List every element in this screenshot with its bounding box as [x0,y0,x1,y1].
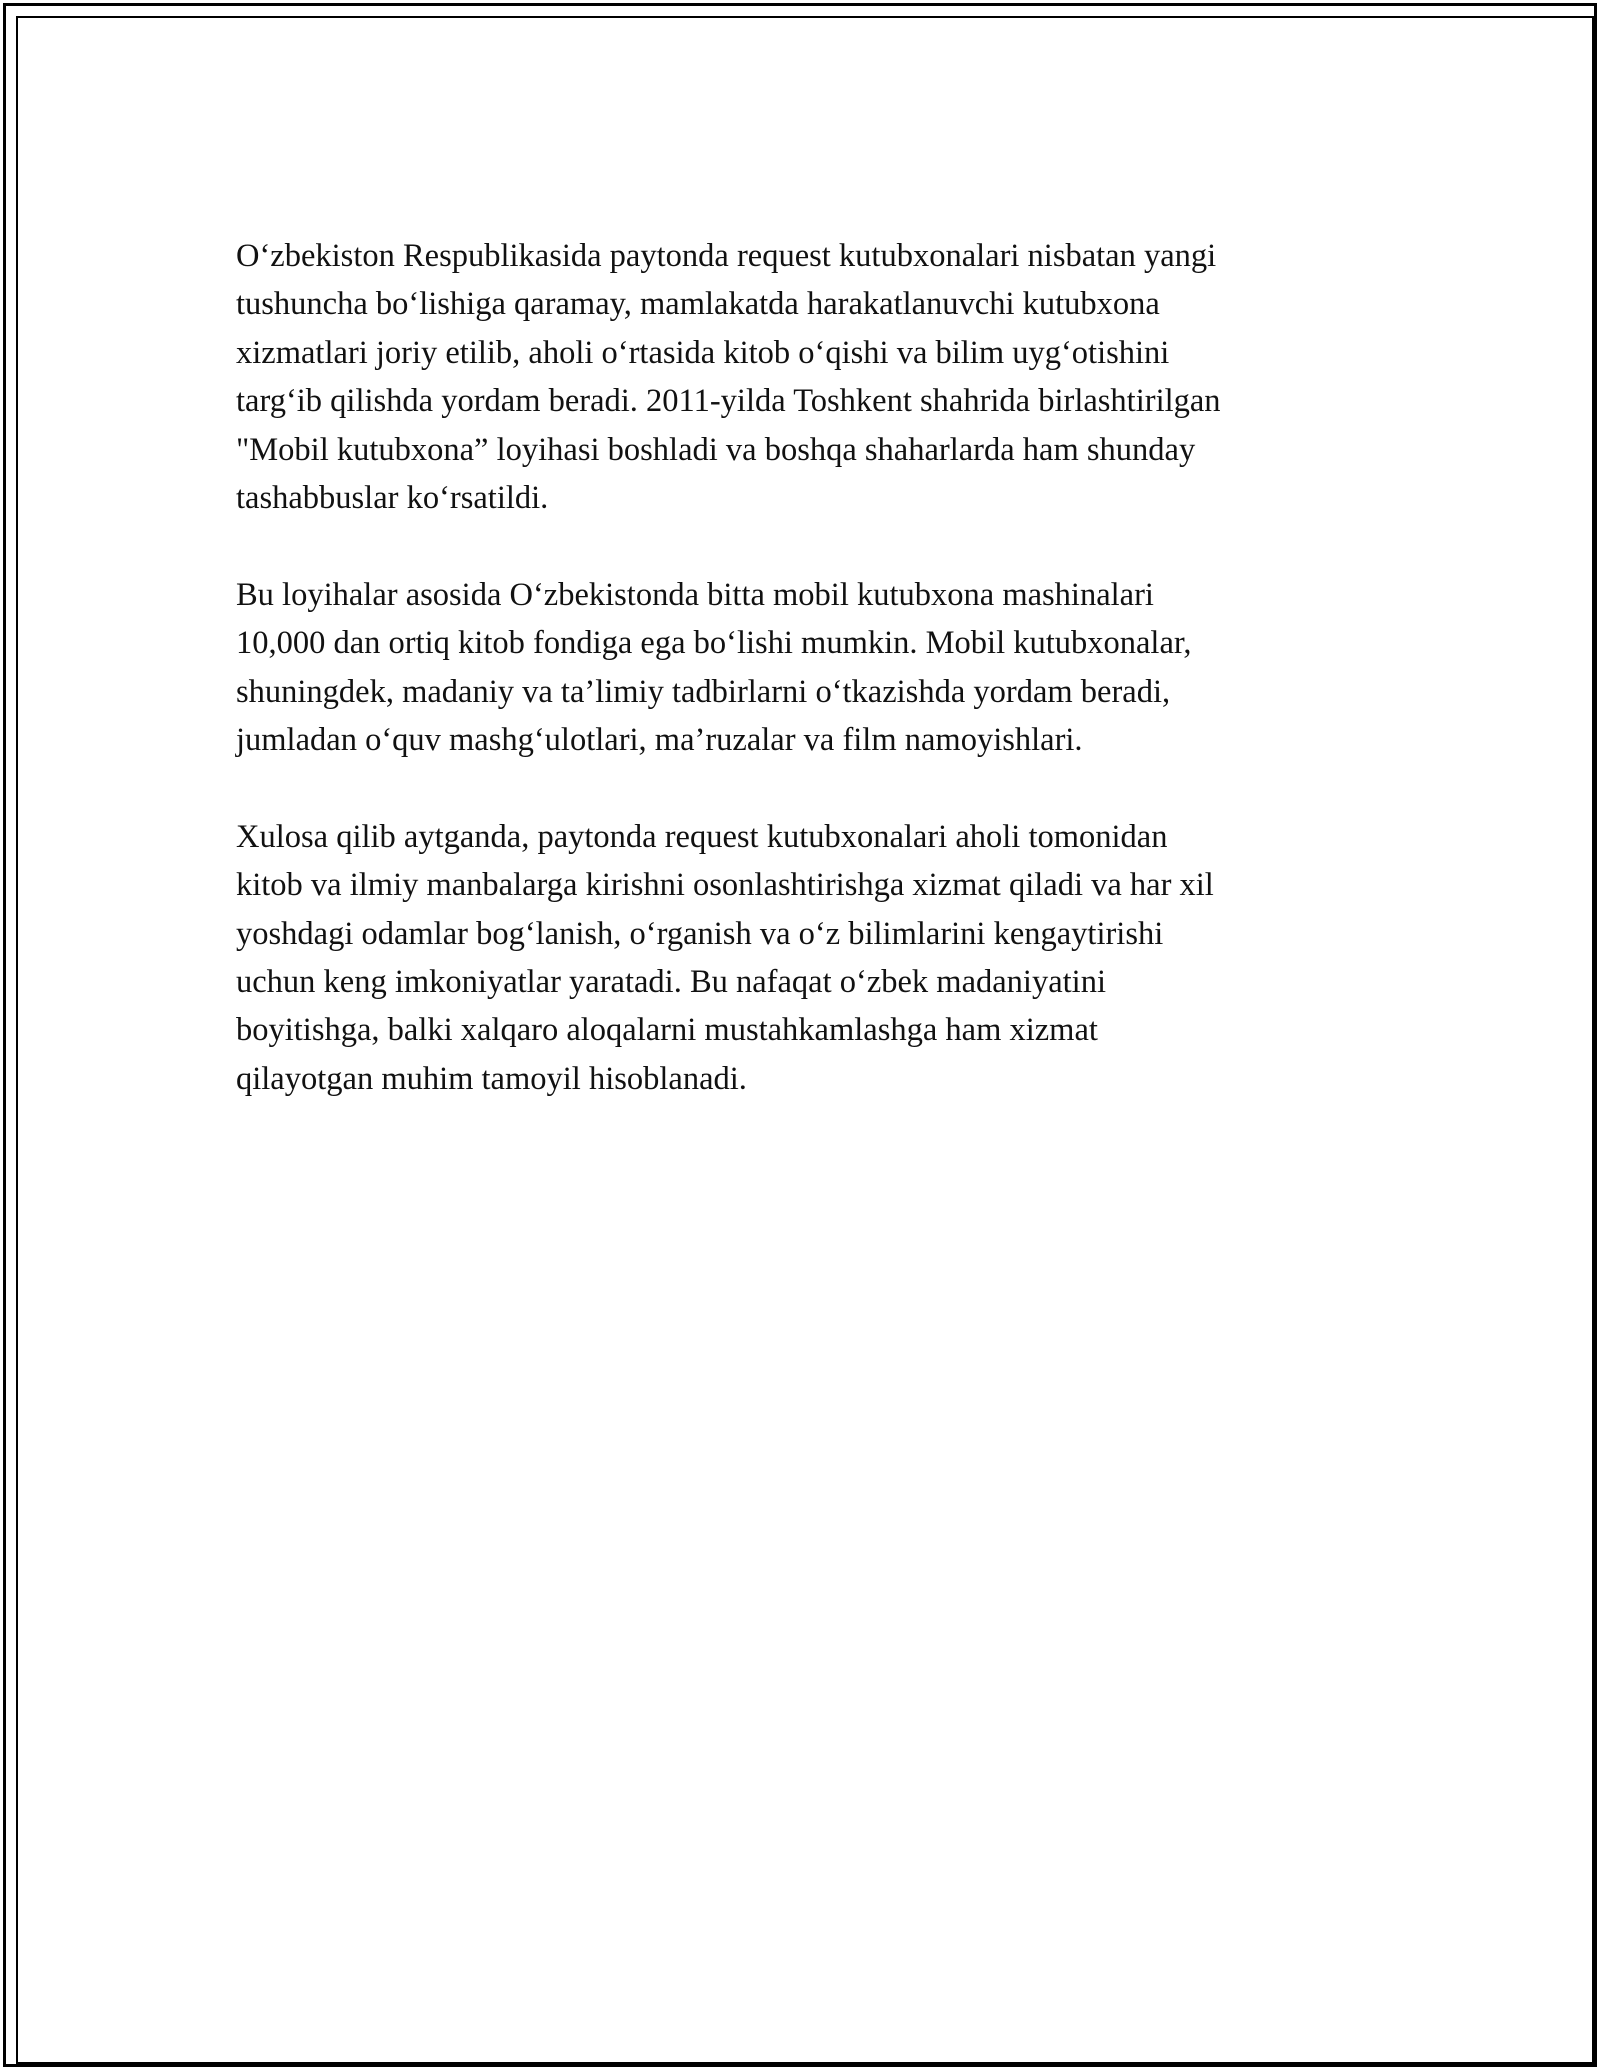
document-body [236,232,1366,1152]
paragraph-intro: O‘zbekiston Respublikasida paytonda request kutubxonalari nisbatan yangi tushuncha bo‘lishiga qaramay, mamlakatda harakatlanuvchi kutubxona xizmatlari joriy etilib, aholi o‘rtasida kitob o‘qishi va bilim uyg‘otishini targ‘ib qilishda yordam beradi. 2011-yilda Toshkent shahrida birlashtirilgan "Mobil kutubxona” loyihasi boshladi va boshqa shaharlarda ham shunday tashabbuslar ko‘rsatildi. [236,238,1221,517]
paragraph-mobile-libraries: Bu loyihalar asosida O‘zbekistonda bitta mobil kutubxona mashinalari 10,000 dan ortiq kitob fondiga ega bo‘lishi mumkin. Mobil kutubxonalar, shuningdek, madaniy va ta’limiy tadbirlarni o‘tkazishda yordam beradi, jumladan o‘quv mashg‘ulotlari, ma’ruzalar va film namoyishlari. [236,576,1192,759]
paragraph-conclusion: Xulosa qilib aytganda, paytonda request kutubxonalari aholi tomonidan kitob va ilmiy manbalarga kirishni osonlashtirishga xizmat qiladi va har xil yoshdagi odamlar bog‘lanish, o‘rganish va o‘z bilimlarini kengaytirishi uchun keng imkoniyatlar yaratadi. Bu nafaqat o‘zbek madaniyatini boyitishga, balki xalqaro aloqalarni mustahkamlashga ham xizmat qilayotgan muhim tamoyil hisoblanadi. [236,818,1214,1097]
